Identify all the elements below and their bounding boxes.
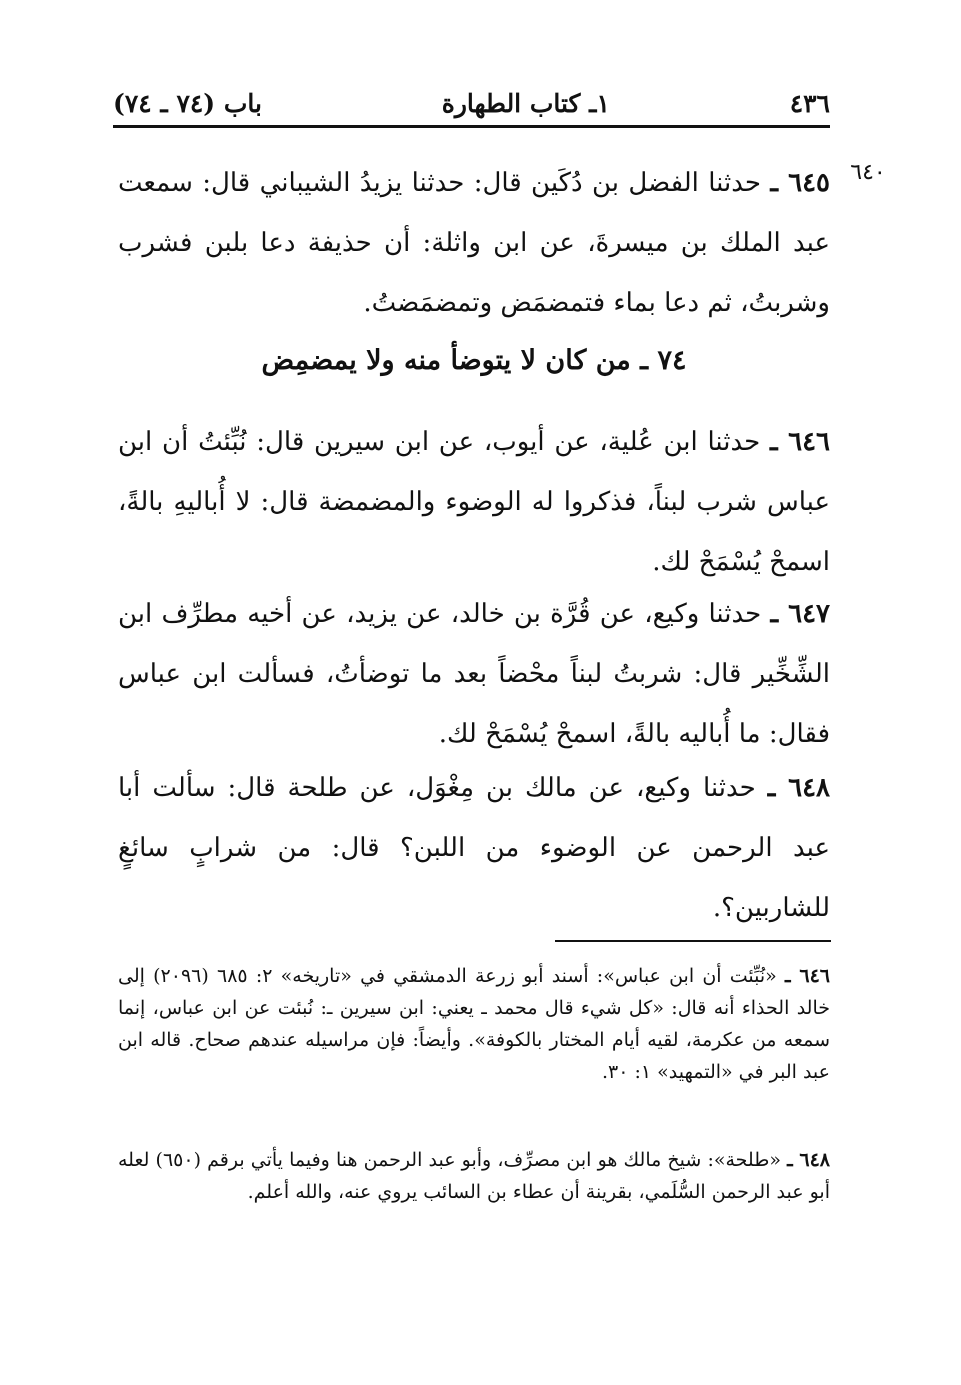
hadith-number: ٦٤٨ ـ bbox=[767, 773, 831, 803]
section-heading: ٧٤ ـ من كان لا يتوضأ منه ولا يمضمِض bbox=[261, 345, 687, 376]
hadith-paragraph-648 bbox=[118, 758, 830, 938]
footnote-648 bbox=[118, 1144, 830, 1208]
margin-number: ٦٤٠ bbox=[850, 160, 886, 185]
book-title: ١ـ كتاب الطهارة bbox=[441, 88, 610, 118]
footnote-number: ٦٤٨ ـ bbox=[787, 1149, 830, 1171]
page-number: ٤٣٦ bbox=[789, 88, 830, 118]
page-header bbox=[113, 82, 830, 124]
hadith-number: ٦٤٦ ـ bbox=[769, 427, 831, 457]
hadith-number: ٦٤٥ ـ bbox=[770, 168, 831, 198]
hadith-text: حدثنا الفضل بن دُكَين قال: حدثنا يزيدُ الشيباني قال: سمعت عبد الملك بن ميسرةَ، عن ابن واثلة: أن حذيفة دعا بلبن فشرب وشربتُ، ثم دعا بماء فتمضمَض وتمضمَضتُ. bbox=[118, 168, 830, 318]
header-rule bbox=[113, 125, 830, 128]
chapter-reference: باب (٧٤ ـ ٧٤) bbox=[113, 88, 262, 118]
hadith-paragraph-646 bbox=[118, 412, 830, 592]
hadith-text: حدثنا وكيع، عن قُرَّة بن خالد، عن يزيد، عن أخيه مطرِّف ابن الشِّخِّير قال: شربتُ لبناً محْضاً بعد ما توضأتُ، فسألت ابن عباس فقال: ما أُباليه بالةً، اسمحْ يُسْمَحْ لك. bbox=[118, 599, 830, 749]
hadith-text: حدثنا وكيع، عن مالك بن مِغْوَل، عن طلحة قال: سألت أبا عبد الرحمن عن الوضوء من اللبن؟ قال: من شرابٍ سائغٍ للشاربين؟. bbox=[118, 773, 830, 923]
footnote-separator bbox=[555, 940, 831, 942]
hadith-text: حدثنا ابن عُلية، عن أيوب، عن ابن سيرين قال: نُبِّئتُ أن ابن عباس شرب لبناً، فذكروا له الوضوء والمضمضة قال: لا أُباليهِ بالةً، اسمحْ يُسْمَحْ لك. bbox=[118, 427, 830, 577]
hadith-paragraph-647 bbox=[118, 584, 830, 764]
footnote-number: ٦٤٦ ـ bbox=[785, 965, 831, 987]
hadith-number: ٦٤٧ ـ bbox=[770, 599, 831, 629]
hadith-paragraph-645 bbox=[118, 153, 830, 333]
footnote-text: «طلحة»: شيخ مالك هو ابن مصرِّف، وأبو عبد الرحمن هنا وفيما يأتي برقم (٦٥٠) لعله أبو عبد الرحمن السُّلَمي، بقرينة أن عطاء بن السائب يروي عنه، والله أعلم. bbox=[118, 1149, 830, 1203]
footnote-646 bbox=[118, 960, 830, 1088]
footnote-text: «نُبِّئت أن ابن عباس»: أسند أبو زرعة الدمشقي في «تاريخه» ٢: ٦٨٥ (٢٠٩٦) إلى خالد الحذاء أنه قال: «كل شيء قال محمد ـ يعني: ابن سيرين ـ: نُبئت عن ابن عباس، إنما سمعه من عكرمة، لقيه أيام المختار بالكوفة». وأيضاً: فإن مراسيله عندهم صحاح. قاله ابن عبد البر في «التمهيد» ١: ٣٠. bbox=[118, 965, 830, 1083]
